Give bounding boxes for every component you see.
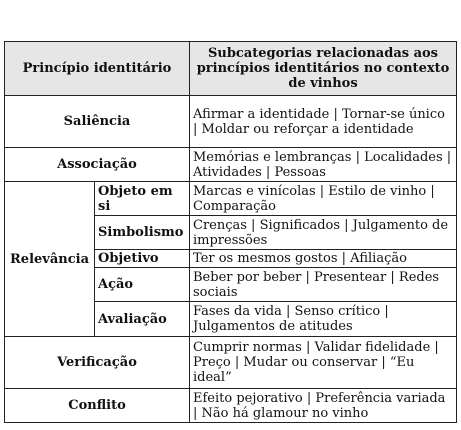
identity-principles-table [4, 41, 457, 423]
table-row [5, 148, 457, 182]
table-row [5, 337, 457, 389]
description-associacao: Memórias e lembranças | Localidades | Atividades | Pessoas [190, 148, 457, 182]
description-avaliacao: Fases da vida | Senso crítico | Julgamentos de atitudes [190, 302, 457, 337]
category-associacao: Associação [5, 148, 190, 182]
table-row [5, 389, 457, 423]
description-objeto-em-si: Marcas e vinícolas | Estilo de vinho | Comparação [190, 182, 457, 216]
description-acao: Beber por beber | Presentear | Redes sociais [190, 268, 457, 302]
table-row [5, 182, 457, 216]
header-subcategories: Subcategorias relacionadas aos princípios identitários no contexto de vinhos [190, 42, 457, 96]
subcategory-acao: Ação [95, 268, 190, 302]
subcategory-objeto-em-si: Objeto em si [95, 182, 190, 216]
description-saliencia: Afirmar a identidade | Tornar-se único | Moldar ou reforçar a identidade [190, 96, 457, 148]
category-saliencia: Saliência [5, 96, 190, 148]
category-verificacao: Verificação [5, 337, 190, 389]
table-row [5, 96, 457, 148]
subcategory-avaliacao: Avaliação [95, 302, 190, 337]
table-header-row [5, 42, 457, 96]
description-verificacao: Cumprir normas | Validar fidelidade | Preço | Mudar ou conservar | “Eu ideal” [190, 337, 457, 389]
description-objetivo: Ter os mesmos gostos | Afiliação [190, 250, 457, 268]
subcategory-objetivo: Objetivo [95, 250, 190, 268]
category-relevancia: Relevância [5, 182, 95, 337]
subcategory-simbolismo: Simbolismo [95, 216, 190, 250]
category-conflito: Conflito [5, 389, 190, 423]
description-simbolismo: Crenças | Significados | Julgamento de impressões [190, 216, 457, 250]
header-principle: Princípio identitário [5, 42, 190, 96]
description-conflito: Efeito pejorativo | Preferência variada | Não há glamour no vinho [190, 389, 457, 423]
